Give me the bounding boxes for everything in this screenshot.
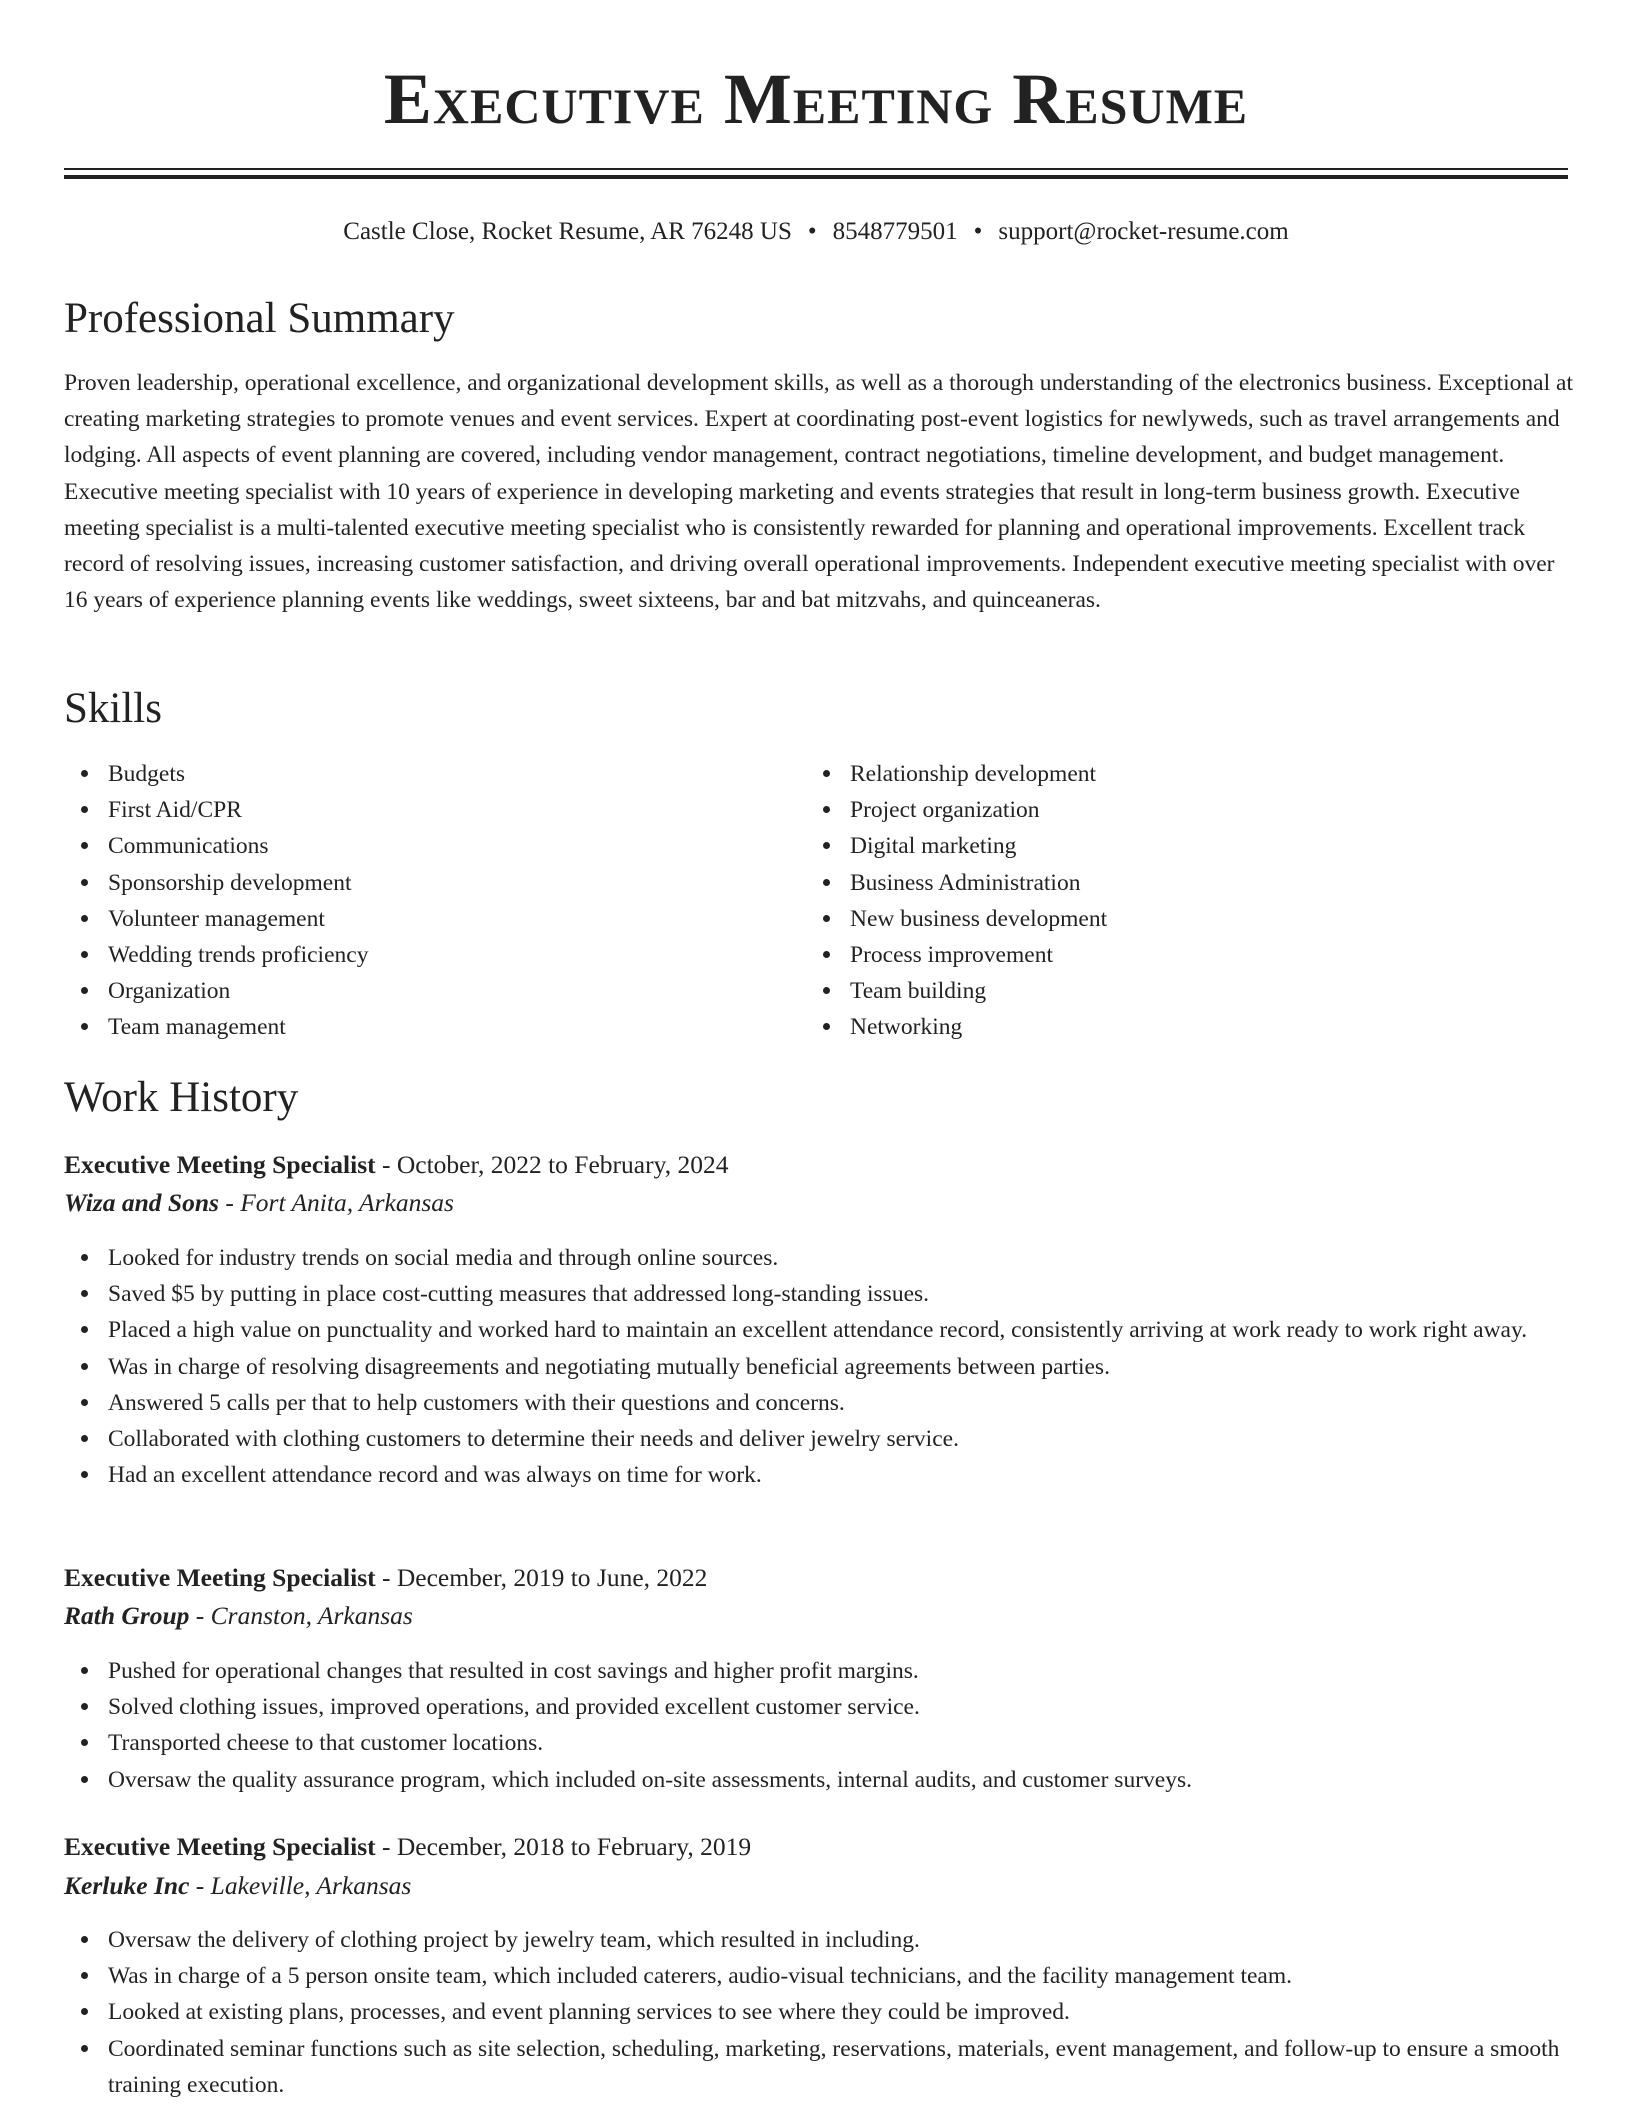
job-duty: Coordinated seminar functions such as site selection, scheduling, marketing, reservations, materials, event management, and follow-up to ensure a smooth training execution. [64, 2031, 1574, 2103]
contact-phone: 8548779501 [832, 218, 958, 245]
job-duty: Transported cheese to that customer locations. [64, 1725, 1574, 1761]
job-dates: - December, 2018 to February, 2019 [381, 1832, 752, 1861]
job-duty: Saved $5 by putting in place cost-cutting measures that addressed long-standing issues. [64, 1276, 1574, 1312]
job-duty: Was in charge of resolving disagreements and negotiating mutually beneficial agreements between parties. [64, 1349, 1574, 1385]
skill-item: First Aid/CPR [64, 792, 764, 828]
contact-email: support@rocket-resume.com [998, 218, 1289, 245]
job-company: Kerluke Inc [64, 1871, 190, 1900]
job-dates: - December, 2019 to June, 2022 [381, 1563, 708, 1592]
job-duty: Placed a high value on punctuality and worked hard to maintain an excellent attendance record, consistently arriving at work ready to work right away. [64, 1312, 1574, 1348]
work-history-heading: Work History [64, 1074, 299, 1121]
summary-heading: Professional Summary [64, 295, 455, 342]
job-duty: Solved clothing issues, improved operations, and provided excellent customer service. [64, 1689, 1574, 1725]
resume-name: Executive Meeting Resume [383, 59, 1249, 139]
contact-separator: • [807, 218, 817, 245]
job-title-line [64, 1560, 707, 1596]
skill-item: Relationship development [806, 756, 1566, 792]
summary-text: Proven leadership, operational excellence, and organizational development skills, as well as a thorough understanding of the electronics business. Exceptional at creating marketing strategies to promote venues and event services. Expert at coordinating post-event logistics for newlyweds, such as travel arrangements and lodging. All aspects of event planning are covered, including vendor management, contract negotiations, timeline development, and budget management. Executive meeting specialist with 10 years of experience in developing marketing and events strategies that result in long-term business growth. Executive meeting specialist is a multi-talented executive meeting specialist who is consistently rewarded for planning and operational improvements. Excellent track record of resolving issues, increasing customer satisfaction, and driving overall operational improvements. Independent executive meeting specialist with over 16 years of experience planning events like weddings, sweet sixteens, bar and bat mitzvahs, and quinceaneras. [64, 370, 1573, 614]
job-company-line [64, 1598, 413, 1634]
skills-list-right [806, 756, 1566, 1046]
job-company: Wiza and Sons [64, 1188, 219, 1217]
contact-line [0, 214, 1632, 250]
skill-item: New business development [806, 901, 1566, 937]
job-dates: - October, 2022 to February, 2024 [381, 1150, 729, 1179]
job-duty: Oversaw the quality assurance program, which included on-site assessments, internal audits, and customer surveys. [64, 1762, 1574, 1798]
skill-item: Project organization [806, 792, 1566, 828]
job-location: - Fort Anita, Arkansas [225, 1188, 454, 1217]
skills-heading: Skills [64, 685, 162, 732]
job-duty: Answered 5 calls per that to help customers with their questions and concerns. [64, 1385, 1574, 1421]
header-divider-thin [64, 168, 1568, 170]
job-duty: Was in charge of a 5 person onsite team, which included caterers, audio-visual technicians, and the facility management team. [64, 1958, 1574, 1994]
job-location: - Lakeville, Arkansas [195, 1871, 412, 1900]
job-company-line [64, 1868, 411, 1904]
skill-item: Budgets [64, 756, 764, 792]
job-duty: Oversaw the delivery of clothing project by jewelry team, which resulted in including. [64, 1922, 1574, 1958]
skill-item: Sponsorship development [64, 865, 764, 901]
skill-item: Volunteer management [64, 901, 764, 937]
job-duty: Had an excellent attendance record and was always on time for work. [64, 1457, 1574, 1493]
job-title: Executive Meeting Specialist [64, 1150, 376, 1179]
skill-item: Process improvement [806, 937, 1566, 973]
skill-item: Communications [64, 828, 764, 864]
contact-address: Castle Close, Rocket Resume, AR 76248 US [343, 218, 792, 245]
job-title: Executive Meeting Specialist [64, 1832, 376, 1861]
job-title-line [64, 1829, 751, 1865]
skill-item: Business Administration [806, 865, 1566, 901]
job-duty: Looked at existing plans, processes, and event planning services to see where they could be improved. [64, 1994, 1574, 2030]
skill-item: Wedding trends proficiency [64, 937, 764, 973]
job-company-line [64, 1185, 454, 1221]
job-company: Rath Group [64, 1601, 190, 1630]
skill-item: Organization [64, 973, 764, 1009]
job-duties-list [64, 1240, 1574, 1493]
skill-item: Digital marketing [806, 828, 1566, 864]
contact-separator: • [973, 218, 983, 245]
skill-item: Team building [806, 973, 1566, 1009]
header-divider-thick [64, 175, 1568, 179]
job-duty: Collaborated with clothing customers to determine their needs and deliver jewelry service. [64, 1421, 1574, 1457]
skills-list-left [64, 756, 764, 1046]
job-location: - Cranston, Arkansas [195, 1601, 413, 1630]
skill-item: Team management [64, 1009, 764, 1045]
job-title-line [64, 1147, 728, 1183]
job-duty: Looked for industry trends on social media and through online sources. [64, 1240, 1574, 1276]
job-duties-list [64, 1653, 1574, 1798]
skill-item: Networking [806, 1009, 1566, 1045]
job-duty: Pushed for operational changes that resulted in cost savings and higher profit margins. [64, 1653, 1574, 1689]
job-title: Executive Meeting Specialist [64, 1563, 376, 1592]
job-duties-list [64, 1922, 1574, 2103]
